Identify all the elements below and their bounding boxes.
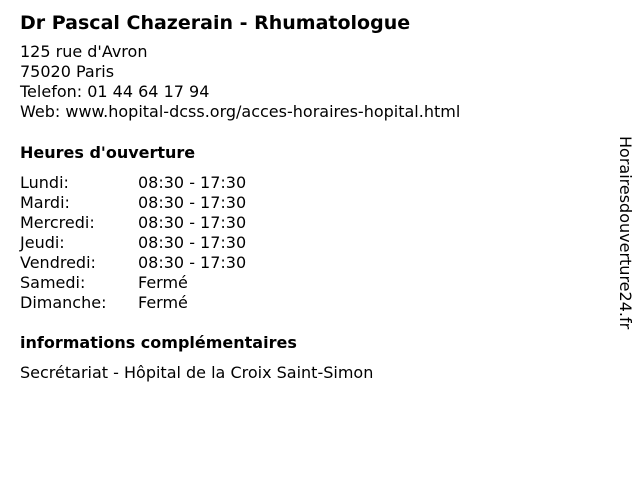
hours-row-mercredi (20, 213, 600, 233)
day-label: Vendredi: (20, 253, 96, 272)
day-label: Mercredi: (20, 213, 95, 232)
hours-row-samedi (20, 273, 600, 293)
hours-row-vendredi (20, 253, 600, 273)
address-line-1: 125 rue d'Avron (20, 42, 148, 61)
page-title: Dr Pascal Chazerain - Rhumatologue (20, 12, 411, 34)
day-hours: 08:30 - 17:30 (138, 233, 247, 252)
hours-table (20, 173, 600, 313)
hours-row-dimanche (20, 293, 600, 313)
hours-row-lundi (20, 173, 600, 193)
address-line-2: 75020 Paris (20, 62, 115, 81)
info-heading: informations complémentaires (20, 333, 297, 352)
info-text: Secrétariat - Hôpital de la Croix Saint-Simon (20, 363, 374, 382)
day-hours: 08:30 - 17:30 (138, 193, 247, 212)
website-link[interactable]: Web: www.hopital-dcss.org/acces-horaires-hopital.html (20, 102, 461, 121)
day-hours: 08:30 - 17:30 (138, 213, 247, 232)
day-label: Samedi: (20, 273, 86, 292)
day-label: Mardi: (20, 193, 70, 212)
day-label: Jeudi: (20, 233, 65, 252)
site-watermark: Horairesdouverture24.fr (616, 136, 635, 330)
hours-heading: Heures d'ouverture (20, 143, 196, 162)
hours-row-jeudi (20, 233, 600, 253)
phone-number[interactable]: Telefon: 01 44 64 17 94 (20, 82, 210, 101)
day-hours: Fermé (138, 293, 188, 312)
day-hours: 08:30 - 17:30 (138, 253, 247, 272)
day-label: Lundi: (20, 173, 69, 192)
day-hours: Fermé (138, 273, 188, 292)
clinic-card (20, 10, 600, 383)
day-label: Dimanche: (20, 293, 107, 312)
hours-row-mardi (20, 193, 600, 213)
day-hours: 08:30 - 17:30 (138, 173, 247, 192)
